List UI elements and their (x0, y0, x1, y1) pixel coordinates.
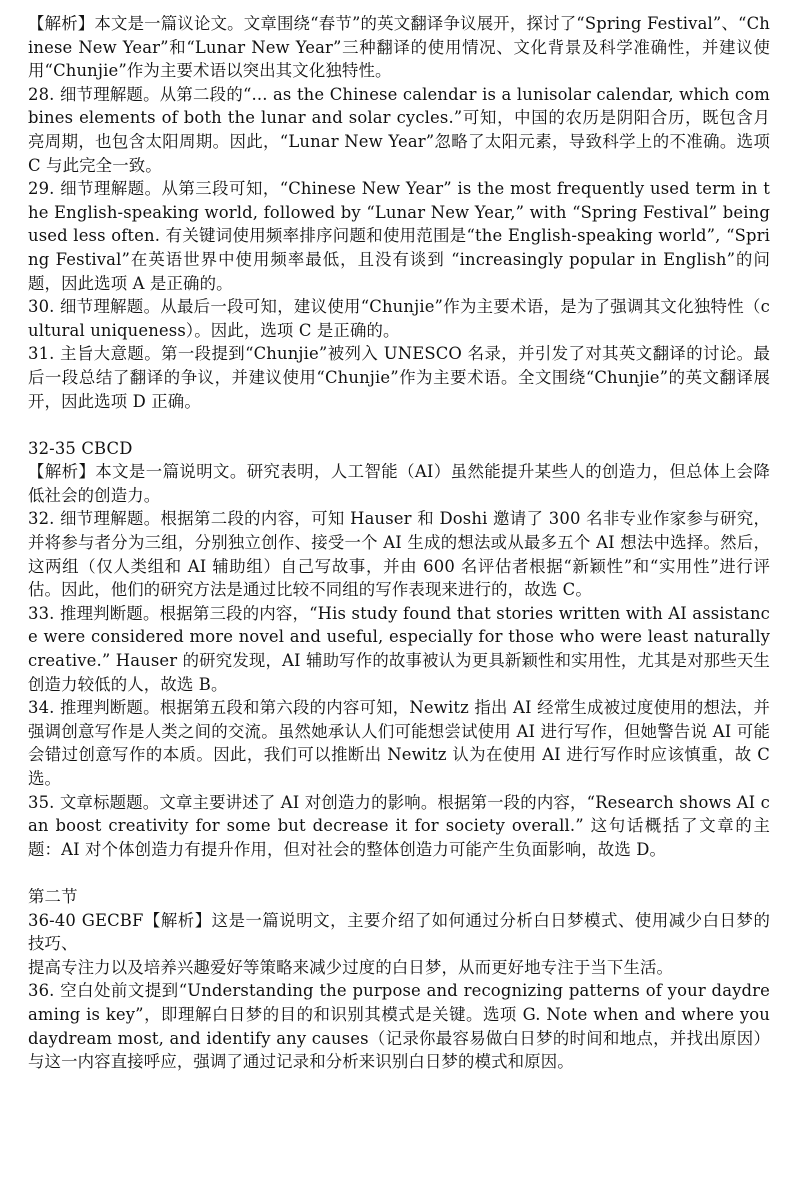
answer-explanation-29: 29. 细节理解题。从第三段可知，“Chinese New Year” is the most frequently used term in the English-speaking world, followed by “Lunar New Year,” with “Spring Festival” being used less often. 有关键词使用频率排序问题和使用范围是“the English-speaking world”, “Spring Festival”在英语世界中使用频率最低，且没有谈到 “increasingly popular in English”的问题，因此选项 A 是正确的。 (28, 179, 770, 293)
section-spacer (28, 861, 770, 885)
answer-explanation-32: 32. 细节理解题。根据第二段的内容，可知 Hauser 和 Doshi 邀请了 300 名非专业作家参与研究，并将参与者分为三组，分别独立创作、接受一个 AI 生成的想法或从最多五个 AI 想法中选择。然后，这两组（仅人类组和 AI 辅助组）自己写故事，并由 600 名评估者根据“新颖性”和“实用性”进行评估。因此，他们的研究方法是通过比较不同组的写作表现来进行的，故选 C。 (28, 509, 770, 600)
section-spacer (28, 413, 770, 437)
answer-explanation-33: 33. 推理判断题。根据第三段的内容，“His study found that stories written with AI assistance were considered more novel and useful, especially for those who were least naturally creative.” Hauser 的研究发现，AI 辅助写作的故事被认为更具新颖性和实用性，尤其是对那些天生创造力较低的人，故选 B。 (28, 603, 770, 694)
passage-analysis-paragraph: 【解析】本文是一篇说明文。研究表明，人工智能（AI）虽然能提升某些人的创造力，但总体上会降低社会的创造力。 (28, 462, 770, 505)
answer-explanation-36: 36. 空白处前文提到“Understanding the purpose and recognizing patterns of your daydreaming is key”，即理解白日梦的目的和识别其模式是关键。选项 G. Note when and where you daydream most, and identify any causes（记录你最容易做白日梦的时间和地点，并找出原因）与这一内容直接呼应，强调了通过记录和分析来识别白日梦的模式和原因。 (28, 981, 770, 1072)
passage-analysis-paragraph: 【解析】本文是一篇议论文。文章围绕“春节”的英文翻译争议展开，探讨了“Spring Festival”、“Chinese New Year”和“Lunar New Year”三种翻译的使用情况、文化背景及科学准确性，并建议使用“Chunjie”作为主要术语以突出其文化独特性。 (28, 14, 770, 81)
answer-key-32-35: 32-35 CBCD (28, 438, 133, 458)
answer-explanation-28: 28. 细节理解题。从第二段的“... as the Chinese calendar is a lunisolar calendar, which combines elements of both the lunar and solar cycles.”可知，中国的农历是阴阳合历，既包含月亮周期，也包含太阳周期。因此，“Lunar New Year”忽略了太阳元素，导致科学上的不准确。选项 C 与此完全一致。 (28, 84, 770, 175)
passage-analysis-continuation: 提高专注力以及培养兴趣爱好等策略来减少过度的白日梦，从而更好地专注于当下生活。 (28, 957, 674, 977)
answer-explanation-31: 31. 主旨大意题。第一段提到“Chunjie”被列入 UNESCO 名录，并引发了对其英文翻译的讨论。最后一段总结了翻译的争议，并建议使用“Chunjie”作为主要术语。全文围绕“Chunjie”的英文翻译展开，因此选项 D 正确。 (28, 344, 770, 411)
answer-explanation-34: 34. 推理判断题。根据第五段和第六段的内容可知，Newitz 指出 AI 经常生成被过度使用的想法，并强调创意写作是人类之间的交流。虽然她承认人们可能想尝试使用 AI 进行写作，但她警告说 AI 可能会错过创意写作的本质。因此，我们可以推断出 Newitz 认为在使用 AI 进行写作时应该慎重，故 C 选。 (28, 698, 770, 788)
answer-explanation-35: 35. 文章标题题。文章主要讲述了 AI 对创造力的影响。根据第一段的内容，“Research shows AI can boost creativity for some but decrease it for society overall.” 这句话概括了文章的主题：AI 对个体创造力有提升作用，但对社会的整体创造力可能产生负面影响，故选 D。 (28, 792, 770, 859)
section-heading: 第二节 (28, 886, 78, 906)
answer-key-36-40-analysis: 36-40 GECBF【解析】这是一篇说明文，主要介绍了如何通过分析白日梦模式、使用减少白日梦的技巧、 (28, 910, 770, 954)
answer-explanation-30: 30. 细节理解题。从最后一段可知，建议使用“Chunjie”作为主要术语，是为了强调其文化独特性（cultural uniqueness）。因此，选项 C 是正确的。 (28, 297, 770, 340)
